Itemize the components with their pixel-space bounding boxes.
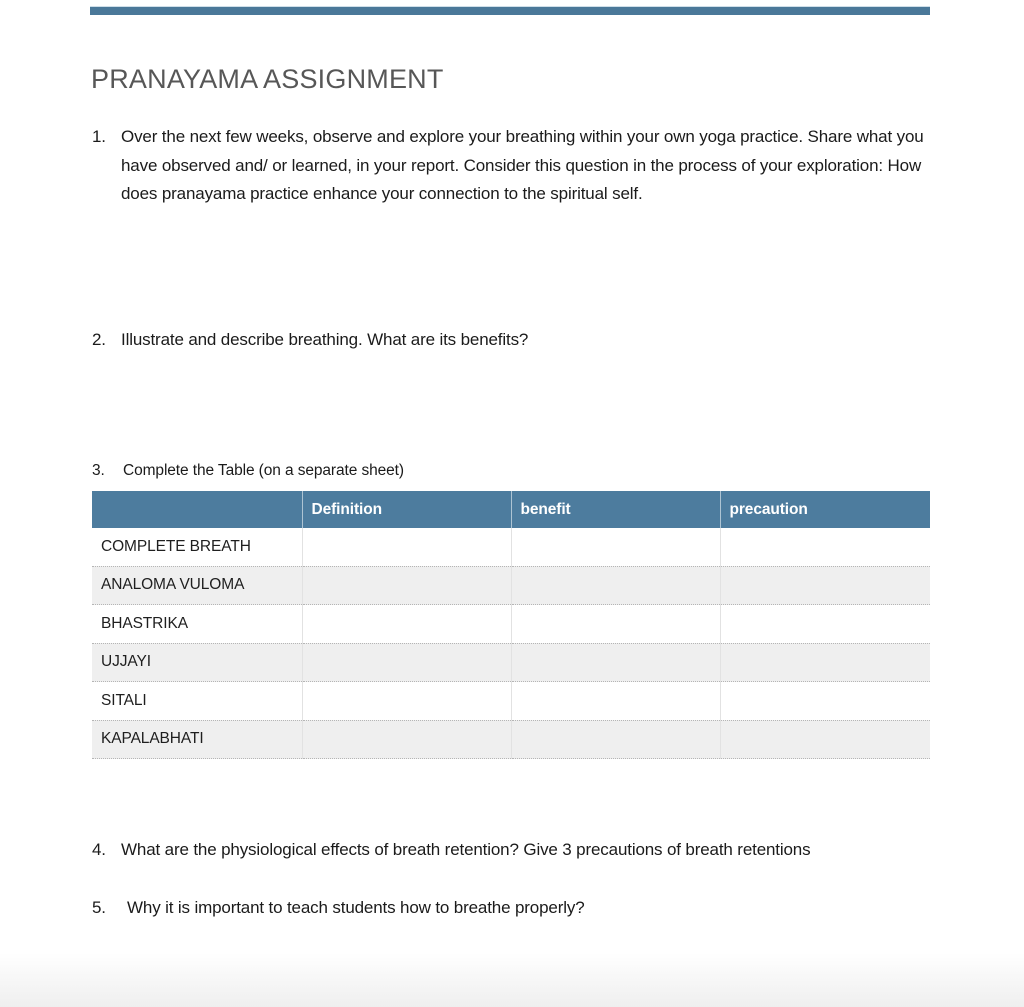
question-text: What are the physiological effects of breath retention? Give 3 precautions of breath retentions bbox=[121, 840, 811, 859]
question-1 bbox=[92, 123, 930, 209]
question-text: Illustrate and describe breathing. What are its benefits? bbox=[121, 330, 529, 349]
empty-cell bbox=[302, 566, 511, 605]
row-label: ANALOMA VULOMA bbox=[92, 566, 302, 605]
empty-cell bbox=[511, 566, 720, 605]
question-number: 1. bbox=[92, 127, 106, 146]
empty-cell bbox=[720, 605, 930, 644]
row-label: SITALI bbox=[92, 682, 302, 721]
row-label: COMPLETE BREATH bbox=[92, 528, 302, 566]
row-label: KAPALABHATI bbox=[92, 720, 302, 759]
question-number: 3. bbox=[92, 462, 105, 479]
empty-cell bbox=[302, 528, 511, 566]
page-bottom-fade bbox=[0, 953, 1024, 1007]
header-cell-blank bbox=[92, 491, 302, 528]
row-label: UJJAYI bbox=[92, 643, 302, 682]
empty-cell bbox=[720, 720, 930, 759]
empty-cell bbox=[720, 528, 930, 566]
row-label: BHASTRIKA bbox=[92, 605, 302, 644]
question-text: Over the next few weeks, observe and explore your breathing within your own yoga practice. Share what you have observed and/ or learned, in your report. Consider this question in the process of your exploration: How does pranayama practice enhance your connection to the spiritual self. bbox=[121, 127, 924, 203]
empty-cell bbox=[302, 605, 511, 644]
table-header bbox=[92, 491, 930, 528]
header-cell-definition: Definition bbox=[302, 491, 511, 528]
empty-cell bbox=[511, 682, 720, 721]
question-number: 5. bbox=[92, 898, 106, 917]
table-row bbox=[92, 528, 930, 566]
question-text: Complete the Table (on a separate sheet) bbox=[123, 462, 404, 479]
table-row bbox=[92, 643, 930, 682]
pranayama-table bbox=[92, 491, 930, 759]
table-row bbox=[92, 605, 930, 644]
empty-cell bbox=[511, 605, 720, 644]
question-text: Why it is important to teach students how to breathe properly? bbox=[127, 898, 585, 917]
header-cell-precaution: precaution bbox=[720, 491, 930, 528]
table-row bbox=[92, 720, 930, 759]
table-row bbox=[92, 682, 930, 721]
empty-cell bbox=[511, 720, 720, 759]
question-4 bbox=[92, 836, 930, 865]
question-3 bbox=[92, 459, 930, 483]
table-row bbox=[92, 566, 930, 605]
page-top-rule bbox=[90, 6, 930, 15]
question-number: 2. bbox=[92, 330, 106, 349]
empty-cell bbox=[511, 528, 720, 566]
page-title: PRANAYAMA ASSIGNMENT bbox=[91, 64, 444, 94]
empty-cell bbox=[302, 643, 511, 682]
question-number: 4. bbox=[92, 840, 106, 859]
empty-cell bbox=[511, 643, 720, 682]
empty-cell bbox=[720, 682, 930, 721]
empty-cell bbox=[302, 720, 511, 759]
empty-cell bbox=[720, 566, 930, 605]
question-5 bbox=[92, 894, 930, 923]
empty-cell bbox=[302, 682, 511, 721]
empty-cell bbox=[720, 643, 930, 682]
header-cell-benefit: benefit bbox=[511, 491, 720, 528]
question-2 bbox=[92, 326, 930, 355]
